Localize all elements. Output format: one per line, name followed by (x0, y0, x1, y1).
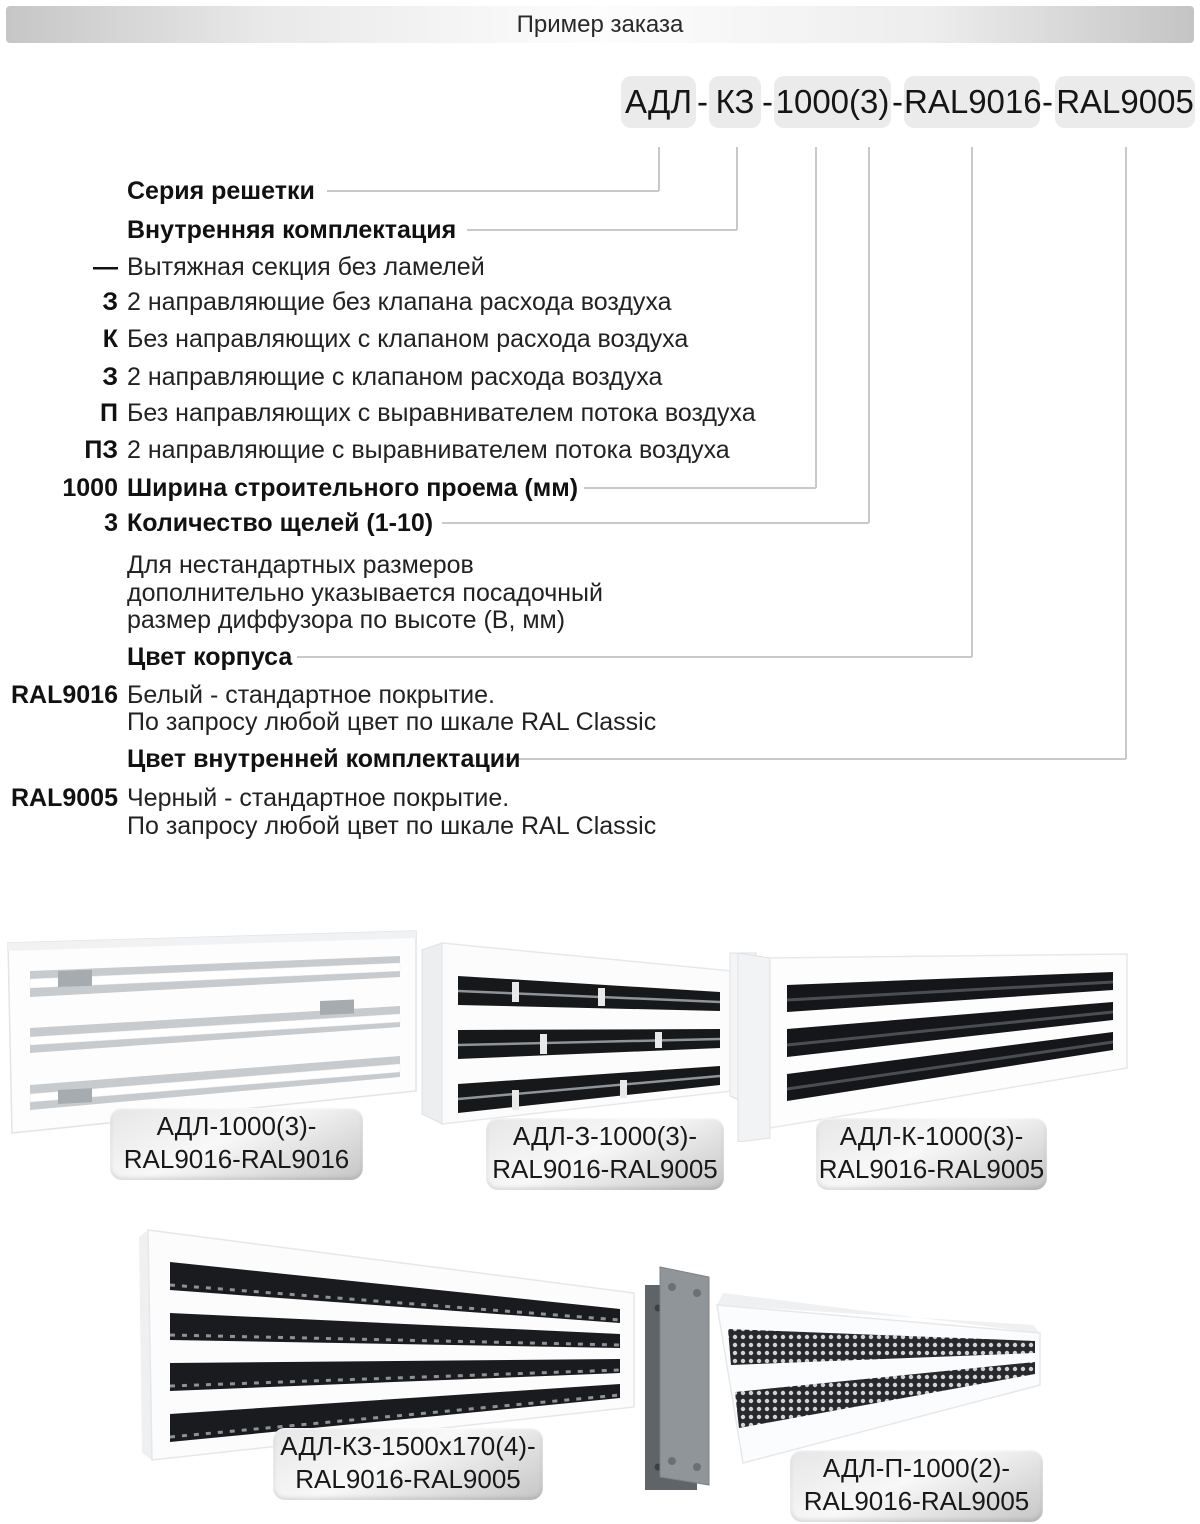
spec-text: Без направляющих с выравнивателем потока воздуха (127, 399, 756, 427)
spec-row-note (0, 580, 680, 607)
spec-row-ral9016 (0, 682, 680, 709)
spec-text: Белый - стандартное покрытие. (127, 681, 495, 709)
spec-key: П (100, 399, 118, 427)
spec-key: ПЗ (84, 436, 118, 464)
order-code-separator: - (1042, 83, 1053, 120)
order-code-separator: - (697, 83, 708, 120)
product-label-line1: АДЛ-КЗ-1500х170(4)- (280, 1431, 536, 1461)
spec-row-option (0, 436, 730, 464)
spec-label: Количество щелей (1-10) (127, 509, 434, 537)
spec-text: Без направляющих с клапаном расхода воздуха (127, 325, 689, 353)
spec-text: По запросу любой цвет по шкале RAL Classic (127, 708, 657, 736)
spec-text: Вытяжная секция без ламелей (127, 253, 485, 281)
spec-label: Внутренняя комплектация (127, 216, 457, 244)
spec-row-option (0, 399, 756, 427)
order-code-part-body-color: RAL9016 (904, 76, 1040, 128)
product-label-line2: RAL9016-RAL9005 (818, 1154, 1045, 1184)
page-title: Пример заказа (6, 6, 1194, 43)
product-label-line2: RAL9016-RAL9016 (123, 1144, 350, 1174)
spec-row-option (0, 289, 680, 316)
product-label-line1: АДЛ-П-1000(2)- (822, 1453, 1011, 1483)
spec-key: 3 (104, 509, 118, 537)
product-photo-adl-k-1000-3 (725, 932, 1170, 1142)
product-label (790, 1450, 1043, 1522)
spec-row-ral9016-note (0, 709, 680, 736)
spec-key: RAL9016 (11, 681, 118, 709)
spec-row-width (0, 475, 680, 502)
callout-line-internal-color (1125, 147, 1127, 759)
spec-note: размер диффузора по высоте (В, мм) (127, 606, 566, 634)
product-label (110, 1108, 363, 1180)
spec-row-note (0, 552, 680, 579)
spec-row-internal (0, 217, 680, 244)
product-label-line1: АДЛ-К-1000(3)- (839, 1121, 1024, 1151)
order-code-part-series: АДЛ (621, 76, 696, 128)
order-code-separator: - (892, 83, 903, 120)
spec-row-internal-color (0, 746, 680, 773)
spec-label: Цвет внутренней комплектации (127, 745, 521, 773)
spec-note: Для нестандартных размеров (127, 551, 474, 579)
spec-text: 2 направляющие без клапана расхода воздуха (127, 288, 672, 316)
spec-key: З (102, 363, 118, 391)
spec-key: З (102, 288, 118, 316)
spec-key: RAL9005 (11, 784, 118, 812)
spec-text: По запросу любой цвет по шкале RAL Classic (127, 812, 657, 840)
product-label (273, 1428, 543, 1500)
product-label-line2: RAL9016-RAL9005 (803, 1486, 1030, 1516)
product-label-line1: АДЛ-1000(3)- (156, 1111, 317, 1141)
spec-row-slots (0, 510, 680, 537)
order-code-part-size: 1000(3) (774, 76, 891, 128)
spec-row-option (0, 364, 680, 391)
spec-note: дополнительно указывается посадочный (127, 579, 603, 607)
spec-row-note (0, 607, 680, 634)
spec-row-option (0, 254, 680, 281)
spec-row-series (0, 178, 680, 205)
spec-label: Ширина строительного проема (мм) (127, 474, 579, 502)
spec-label: Серия решетки (127, 177, 315, 205)
product-label-line2: RAL9016-RAL9005 (295, 1464, 521, 1494)
spec-text: 2 направляющие с выравнивателем потока воздуха (127, 436, 730, 464)
spec-row-ral9005-note (0, 813, 680, 840)
spec-label: Цвет корпуса (127, 643, 293, 671)
product-label-line1: АДЛ-З-1000(3)- (512, 1121, 698, 1151)
product-label (816, 1118, 1047, 1190)
order-code-part-internal: КЗ (709, 76, 761, 128)
callout-line-body-color (971, 147, 973, 657)
product-label-line2: RAL9016-RAL9005 (492, 1154, 718, 1184)
product-label (486, 1118, 724, 1190)
order-code-separator: - (762, 83, 773, 120)
spec-key: 1000 (62, 474, 118, 502)
spec-text: Черный - стандартное покрытие. (127, 784, 510, 812)
callout-line-internal (736, 147, 738, 230)
spec-key: К (102, 325, 118, 353)
spec-text: 2 направляющие с клапаном расхода воздуха (127, 363, 663, 391)
spec-row-option (0, 325, 689, 353)
spec-row-ral9005 (0, 785, 680, 812)
callout-line-slots (868, 147, 870, 523)
order-code-part-internal-color: RAL9005 (1055, 76, 1195, 128)
spec-row-body-color (0, 644, 680, 671)
callout-line-width (815, 147, 817, 488)
spec-key: — (93, 253, 118, 281)
